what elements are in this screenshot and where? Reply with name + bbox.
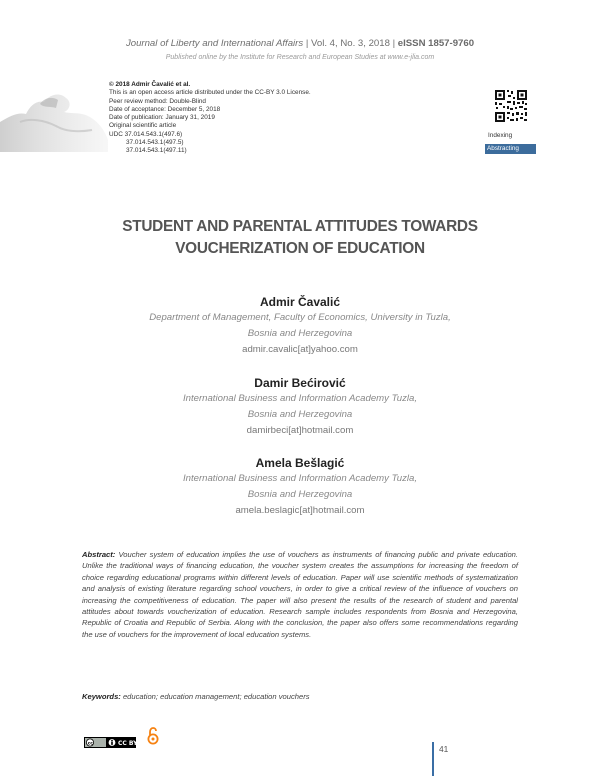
keywords-label: Keywords: [82,692,121,701]
author-email[interactable]: admir.cavalic[at]yahoo.com [242,344,358,355]
header-separator: | [303,38,311,49]
abstract [82,549,518,640]
cc-license-badge-icon[interactable] [84,735,136,746]
udc-code: UDC 37.014.543.1(497.6) [109,130,183,138]
acceptance-date: Date of acceptance: December 5, 2018 [109,105,221,113]
author-name: Damir Bećirović [254,376,346,390]
issn: eISSN 1857-9760 [397,38,475,49]
abstract-text: Voucher system of education implies the use of vouchers as instruments of financing public and private education. Unlike the traditional ways of financing education, the voucher system creates the assumptions for increasing the freedom of choice regarding educational programs within different levels of education. Paper will use scientific methods of systematization and analysis of existing literature regarding school vouchers, in order to give a critical review of the influence of vouchers on increasing the competitiveness of education. The paper will also present the results of the research of student and parental attitudes about towards voucherization of education. Research sample includes respondents from Bosnia and Herzegovina, Republic of Croatia and Republic of Serbia. Along with the conclusion, the paper also offers some recommendations regarding the use of vouchers for the improvement of local education systems. [82,550,518,639]
volume-issue: Vol. 4, No. 3, 2018 [311,38,390,49]
abstracting-bar: Abstracting [485,144,536,154]
page-number: 41 [439,744,449,754]
keywords-text: education; education management; education vouchers [122,692,310,701]
author-block [0,294,600,358]
author-country: Bosnia and Herzegovina [247,489,353,500]
author-name: Amela Bešlagić [255,456,345,470]
abstract-label: Abstract: [82,550,116,559]
udc-code: 37.014.543.1(497.11) [126,147,187,155]
author-block [0,455,600,519]
article-metadata [109,81,311,156]
author-country: Bosnia and Herzegovina [247,328,353,339]
open-access-icon[interactable] [147,727,159,745]
title-line: STUDENT AND PARENTAL ATTITUDES TOWARDS [122,218,478,235]
indexing-label: Indexing [488,132,513,139]
article-type: Original scientific article [109,122,177,130]
author-affiliation: International Business and Information Academy Tuzla, [182,393,418,404]
copyright-line: © 2018 Admir Čavalić et al. [109,81,191,88]
page-number-rule [432,742,434,776]
peer-review-line: Peer review method: Double-Blind [109,97,206,105]
author-email[interactable]: amela.beslagic[at]hotmail.com [235,505,365,516]
author-affiliation: International Business and Information Academy Tuzla, [182,473,418,484]
publication-date: Date of publication: January 31, 2019 [109,114,215,122]
author-name: Admir Čavalić [259,295,341,309]
statue-logo-image [0,82,110,152]
svg-text:cc: cc [87,741,93,747]
author-country: Bosnia and Herzegovina [247,409,353,420]
journal-name: Journal of Liberty and International Affairs [125,38,304,49]
license-line: This is an open access article distributed under the CC-BY 3.0 License. [109,89,311,97]
article-title [0,216,600,260]
author-affiliation: Department of Management, Faculty of Economics, University in Tuzla, [149,312,451,323]
udc-code: 37.014.543.1(497.5) [126,139,184,147]
journal-header [0,38,600,49]
keywords [82,692,518,701]
published-online-line: Published online by the Institute for Research and European Studies at www.e-jlia.com [165,54,435,61]
title-line: VOUCHERIZATION OF EDUCATION [175,240,425,257]
license-badge-text: CC BY [118,740,136,747]
author-block [0,375,600,439]
author-email[interactable]: damirbeci[at]hotmail.com [246,425,354,436]
header-separator: | [389,38,398,49]
